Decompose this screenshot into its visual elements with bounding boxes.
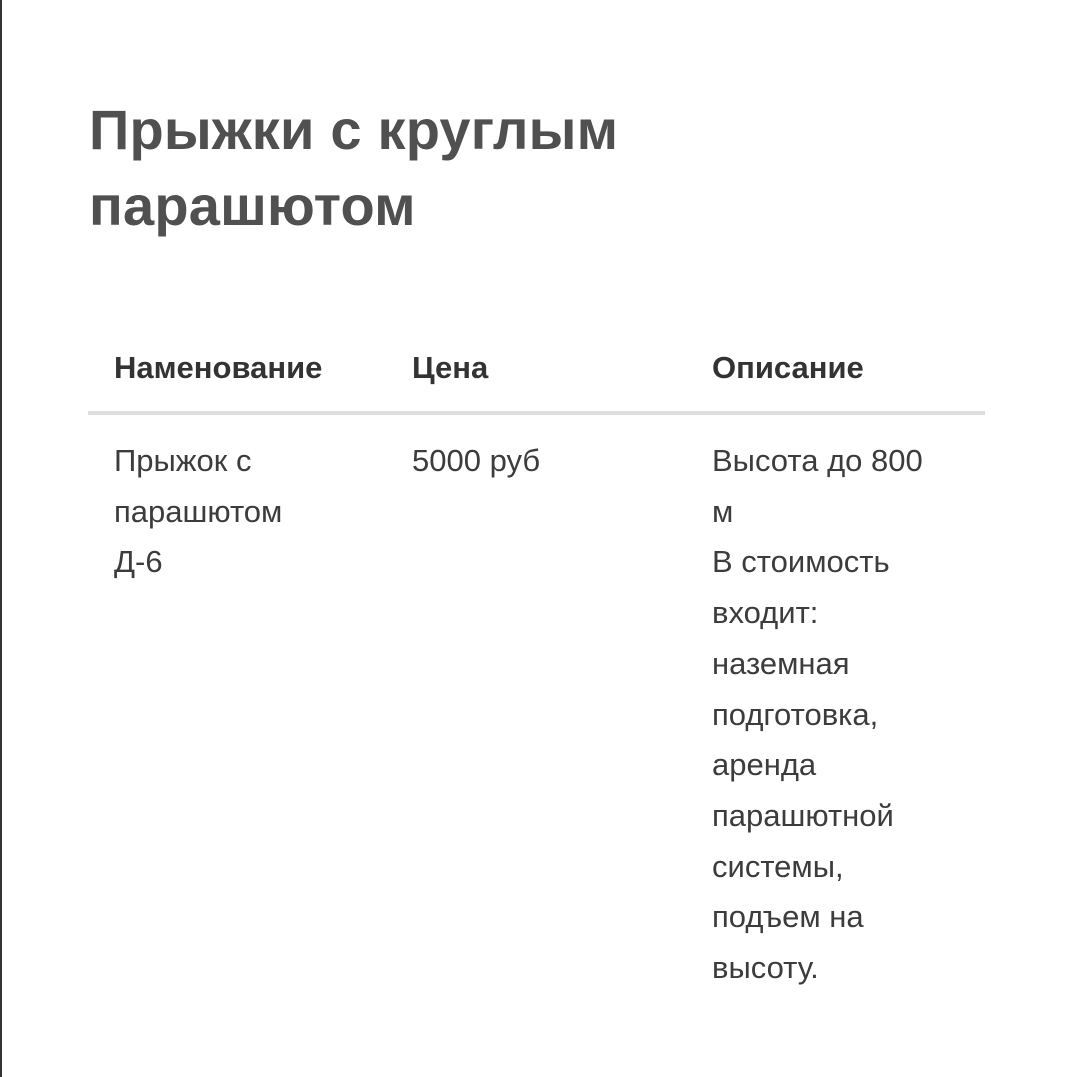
cell-jump-price: 5000 руб	[412, 443, 541, 478]
price-table	[88, 335, 985, 1065]
table-header-row	[88, 335, 985, 415]
column-header-name: Наменование	[114, 350, 323, 385]
column-header-price: Цена	[412, 350, 489, 385]
page-title: Прыжки с круглым парашютом	[89, 98, 619, 237]
column-header-description: Описание	[712, 350, 864, 385]
table-row	[88, 415, 985, 1065]
cell-jump-description: Высота до 800 м В стоимость входит: наземная подготовка, аренда парашютной системы, подъем на высоту.	[712, 443, 923, 986]
page-left-border	[0, 0, 2, 1077]
cell-jump-name: Прыжок с парашютом Д-6	[114, 443, 283, 580]
